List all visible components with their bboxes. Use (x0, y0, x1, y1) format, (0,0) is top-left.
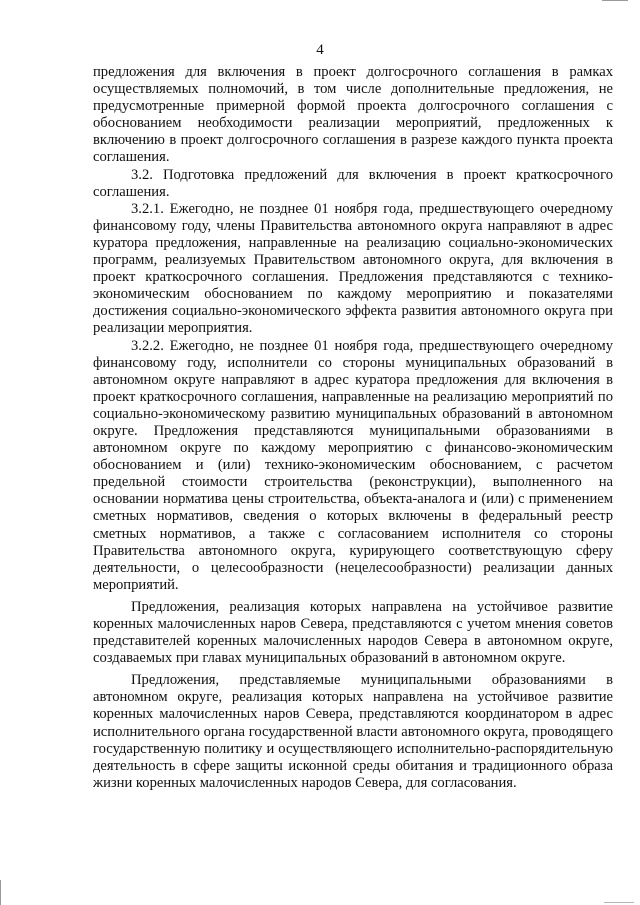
paragraph-section-3-2-2: 3.2.2. Ежегодно, не позднее 01 ноября года, предшествующего очередному финансовому году, исполнители со стороны муниципальных образований в автономном округе направляют в адрес куратора предложения для включения в проект краткосрочного соглашения, направленные на реализацию мероприятий по социально-экономическому развитию муниципальных образований в автономном округе. Предложения представляются муниципальными образованиями в автономном округе по каждому мероприятию с финансово-экономическим обоснованием и (или) технико-экономическим обоснованием, с расчетом предельной стоимости строительства (реконструкции), выполненного на основании норматива цены строительства, объекта-аналога и (или) с применением сметных нормативов, сведения о которых включены в федеральный реестр сметных нормативов, а также с согласованием исполнителя со стороны Правительства автономного округа, курирующего соответствующую сферу деятельности, о целесообразности (нецелесообразности) реализации данных мероприятий. (93, 337, 613, 593)
scan-edge-mark (602, 0, 628, 1)
paragraph-continuation: предложения для включения в проект долгосрочного соглашения в рамках осуществляемых полномочий, в том числе дополнительные предложения, не предусмотренные примерной формой проекта долгосрочного соглашения с обоснованием необходимости реализации мероприятий, предложенных к включению в проект долгосрочного соглашения в разрезе каждого пункта проекта соглашения. (93, 64, 613, 166)
scan-edge-mark (0, 880, 1, 905)
paragraph-coordinator-approval: Предложения, представляемые муниципальными образованиями в автономном округе, реализация которых направлена на устойчивое развитие коренных малочисленных наров Севера, представляются координатором в адрес исполнительного органа государственной власти автономного округа, проводящего государственную политику и осуществляющего исполнительно-распорядительную деятельность в сфере защиты исконной среды обитания и традиционного образа жизни коренных малочисленных народов Севера, для согласования. (93, 672, 613, 791)
page-number: 4 (316, 42, 324, 58)
paragraph-section-3-2-1: 3.2.1. Ежегодно, не позднее 01 ноября года, предшествующего очередному финансовому году, члены Правительства автономного округа направляют в адрес куратора предложения, направленные на реализацию социально-экономических программ, реализуемых Правительством автономного округа, для включения в проект краткосрочного соглашения. Предложения представляются с технико-экономическим обоснованием по каждому мероприятию и показателями достижения социально-экономического эффекта развития автономного округа при реализации мероприятия. (93, 200, 613, 337)
scan-edge-mark (604, 902, 634, 903)
paragraph-indigenous-proposals: Предложения, реализация которых направлена на устойчивое развитие коренных малочисленных наров Севера, представляются с учетом мнения советов представителей коренных малочисленных народов Севера в автономном округе, создаваемых при главах муниципальных образований в автономном округе. (93, 598, 613, 667)
paragraph-section-3-2: 3.2. Подготовка предложений для включения в проект краткосрочного соглашения. (93, 166, 613, 200)
document-body (93, 64, 613, 792)
